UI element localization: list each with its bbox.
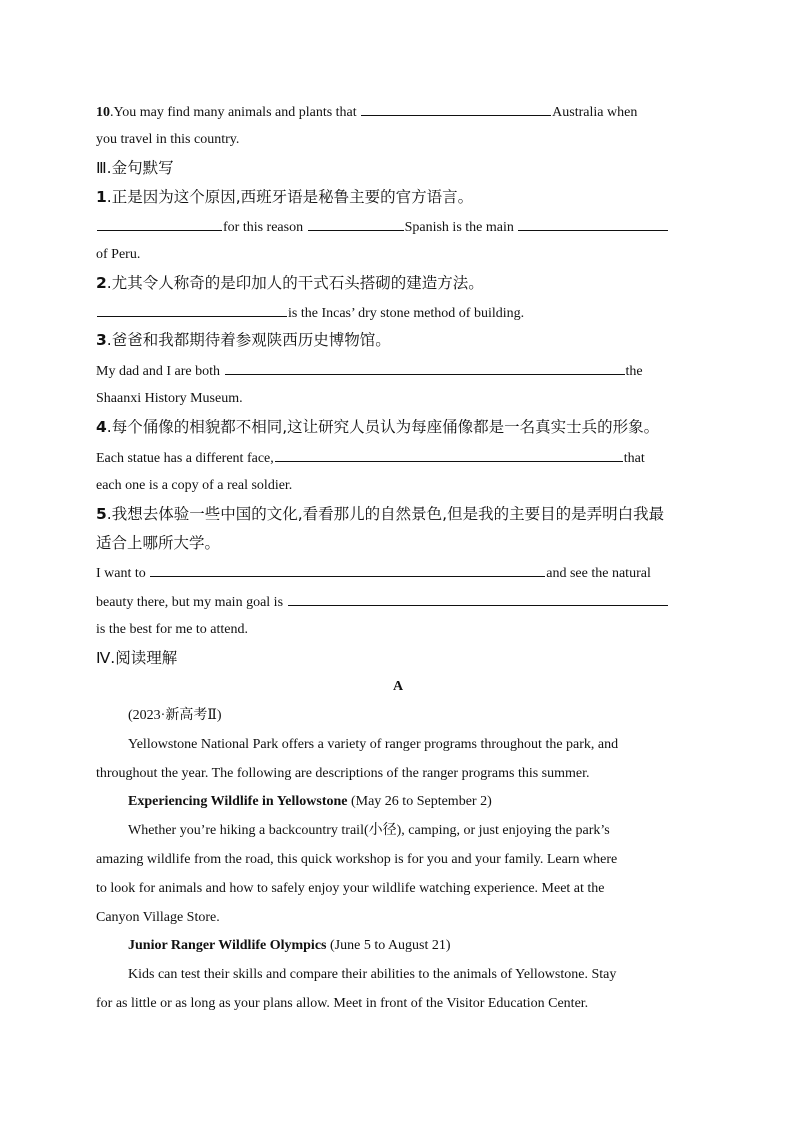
question-number: 10 (96, 105, 110, 120)
sentence-4-english-line2: each one is a copy of a real soldier. (96, 478, 293, 493)
section-title: Ⅳ.阅读理解 (96, 649, 178, 667)
sentence-number: 1 (96, 188, 107, 206)
english-text: and see the natural (546, 566, 651, 581)
english-text: Each statue has a different face, (96, 451, 274, 466)
answer-blank[interactable] (275, 447, 623, 462)
answer-blank[interactable] (288, 591, 668, 606)
english-text: the (625, 364, 643, 379)
sentence-number: 3 (96, 331, 107, 349)
program-1-text-line4: Canyon Village Store. (96, 910, 220, 925)
answer-blank[interactable] (97, 302, 287, 317)
english-text: that (623, 451, 645, 466)
answer-blank[interactable] (518, 216, 668, 231)
english-text: is the Incas’ dry stone method of building. (288, 306, 525, 321)
english-text: Spanish is the main (404, 220, 518, 235)
sentence-4-english (96, 447, 645, 467)
question-text: .You may find many animals and plants that (110, 105, 361, 120)
sentence-5-english-line3: is the best for me to attend. (96, 622, 249, 637)
program-1-text-line3: to look for animals and how to safely enjoy your wildlife watching experience. Meet at the (96, 881, 605, 896)
passage-letter: A (392, 679, 404, 694)
program-1-text-line1: Whether you’re hiking a backcountry trail(小径), camping, or just enjoying the park’s (128, 823, 610, 838)
sentence-number: 5 (96, 505, 107, 523)
question-10-line2: you travel in this country. (96, 132, 240, 147)
sentence-5-english (96, 562, 651, 582)
program-1-text-line2: amazing wildlife from the road, this quick workshop is for you and your family. Learn where (96, 852, 618, 867)
sentence-1-english (96, 216, 669, 236)
chinese-text: .尤其令人称奇的是印加人的干式石头搭砌的建造方法。 (106, 274, 484, 292)
program-title: Junior Ranger Wildlife Olympics (128, 938, 327, 953)
program-title: Experiencing Wildlife in Yellowstone (128, 794, 348, 809)
answer-blank[interactable] (361, 101, 551, 116)
english-text: for this reason (223, 220, 307, 235)
question-text: Australia when (552, 105, 638, 120)
passage-source: (2023·新高考Ⅱ) (128, 708, 222, 723)
answer-blank[interactable] (225, 360, 625, 375)
program-dates: (May 26 to September 2) (347, 794, 492, 809)
sentence-number: 4 (96, 418, 107, 436)
answer-blank[interactable] (97, 216, 222, 231)
passage-intro-line1: Yellowstone National Park offers a variety of ranger programs throughout the park, and (128, 737, 619, 752)
chinese-text: .正是因为这个原因,西班牙语是秘鲁主要的官方语言。 (106, 188, 474, 206)
sentence-1-english-line2: of Peru. (96, 247, 141, 262)
chinese-text: .爸爸和我都期待着参观陕西历史博物馆。 (106, 331, 391, 349)
sentence-3-chinese (96, 330, 391, 350)
sentence-4-chinese (96, 417, 659, 437)
sentence-5-chinese (96, 504, 664, 524)
sentence-5-english-line2 (96, 591, 669, 611)
sentence-2-english (96, 302, 524, 322)
sentence-2-chinese (96, 273, 484, 293)
english-text: beauty there, but my main goal is (96, 595, 287, 610)
chinese-text: .每个俑像的相貌都不相同,这让研究人员认为每座俑像都是一名真实士兵的形象。 (106, 418, 660, 436)
sentence-3-english-line2: Shaanxi History Museum. (96, 391, 243, 406)
sentence-5-chinese-line2: 适合上哪所大学。 (96, 534, 221, 552)
sentence-3-english (96, 360, 643, 380)
answer-blank[interactable] (150, 562, 545, 577)
program-2-text-line1: Kids can test their skills and compare their abilities to the animals of Yellowstone. Stay (128, 967, 617, 982)
program-2-heading (128, 936, 451, 956)
english-text: My dad and I are both (96, 364, 224, 379)
program-1-heading (128, 792, 492, 812)
chinese-text: .我想去体验一些中国的文化,看看那儿的自然景色,但是我的主要目的是弄明白我最 (106, 505, 665, 523)
program-2-text-line2: for as little or as long as your plans allow. Meet in front of the Visitor Education Center. (96, 996, 589, 1011)
section-title: Ⅲ.金句默写 (96, 159, 174, 177)
passage-intro-line2: throughout the year. The following are descriptions of the ranger programs this summer. (96, 766, 590, 781)
sentence-number: 2 (96, 274, 107, 292)
sentence-1-chinese (96, 187, 473, 207)
program-dates: (June 5 to August 21) (326, 938, 451, 953)
question-10-line1 (96, 101, 637, 121)
english-text: I want to (96, 566, 150, 581)
answer-blank[interactable] (308, 216, 404, 231)
